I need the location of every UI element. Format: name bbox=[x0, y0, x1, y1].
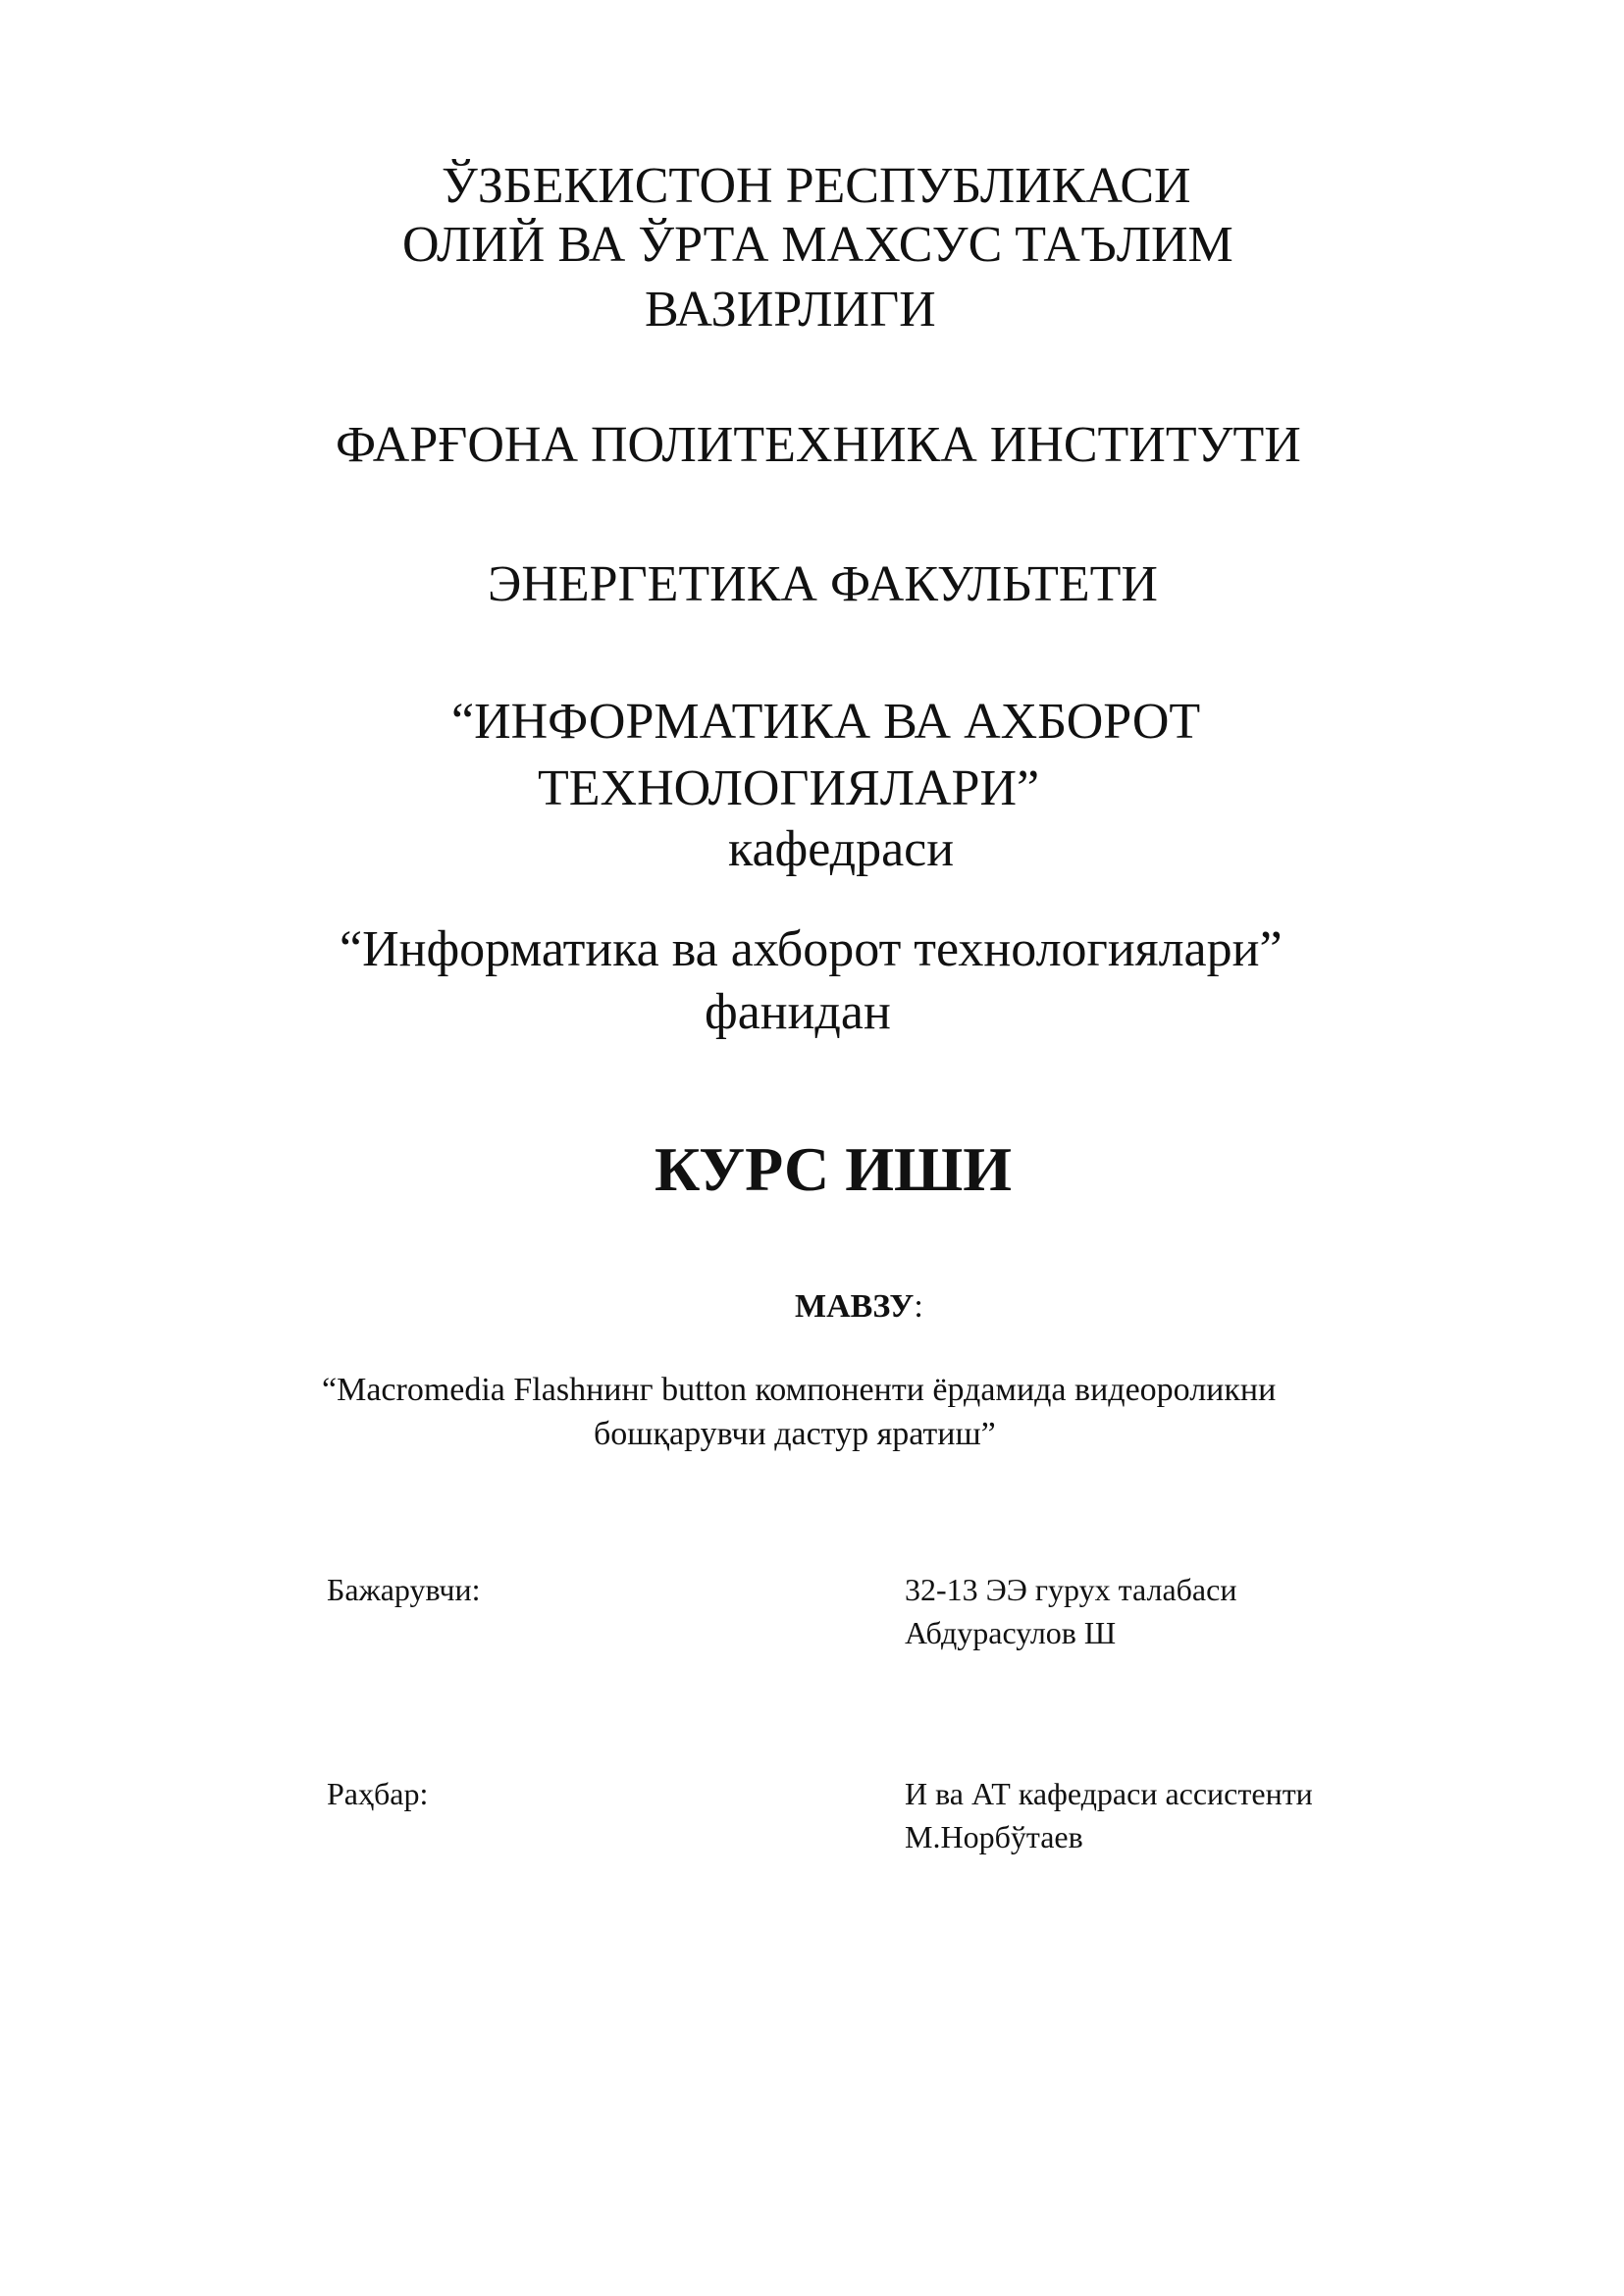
supervisor-label: Раҳбар: bbox=[327, 1776, 429, 1811]
subject-line-2: фанидан bbox=[705, 984, 891, 1040]
topic-label: МАВЗУ bbox=[795, 1288, 915, 1325]
institute-name: ФАРҒОНА ПОЛИТЕХНИКА ИНСТИТУТИ bbox=[336, 417, 1301, 473]
performer-name: Абдурасулов Ш bbox=[905, 1615, 1117, 1650]
topic-line-2: бошқарувчи дастур яратиш” bbox=[594, 1416, 996, 1452]
department-line-3: кафедраси bbox=[728, 821, 955, 877]
performer-label: Бажарувчи: bbox=[327, 1572, 481, 1607]
supervisor-name: М.Норбўтаев bbox=[905, 1819, 1083, 1854]
ministry-line-3: ВАЗИРЛИГИ bbox=[645, 282, 936, 338]
department-line-1: “ИНФОРМАТИКА ВА АХБОРОТ bbox=[451, 694, 1201, 750]
performer-group: 32-13 ЭЭ гурух талабаси bbox=[905, 1572, 1237, 1607]
ministry-line-2: ОЛИЙ ВА ЎРТА МАХСУС ТАЪЛИМ bbox=[402, 217, 1233, 273]
ministry-line-1: ЎЗБЕКИСТОН РЕСПУБЛИКАСИ bbox=[442, 158, 1191, 214]
faculty-name: ЭНЕРГЕТИКА ФАКУЛЬТЕТИ bbox=[488, 556, 1158, 612]
topic-colon: : bbox=[914, 1288, 923, 1325]
topic-line-1: “Macromedia Flashнинг button компоненти ёрдамида видеороликни bbox=[322, 1372, 1277, 1408]
subject-line-1: “Информатика ва ахборот технологиялари” bbox=[340, 921, 1283, 977]
work-title: КУРС ИШИ bbox=[655, 1134, 1013, 1204]
supervisor-position: И ва АТ кафедраси ассистенти bbox=[905, 1776, 1313, 1811]
topic-heading bbox=[795, 1290, 923, 1324]
department-line-2: ТЕХНОЛОГИЯЛАРИ” bbox=[538, 760, 1040, 816]
